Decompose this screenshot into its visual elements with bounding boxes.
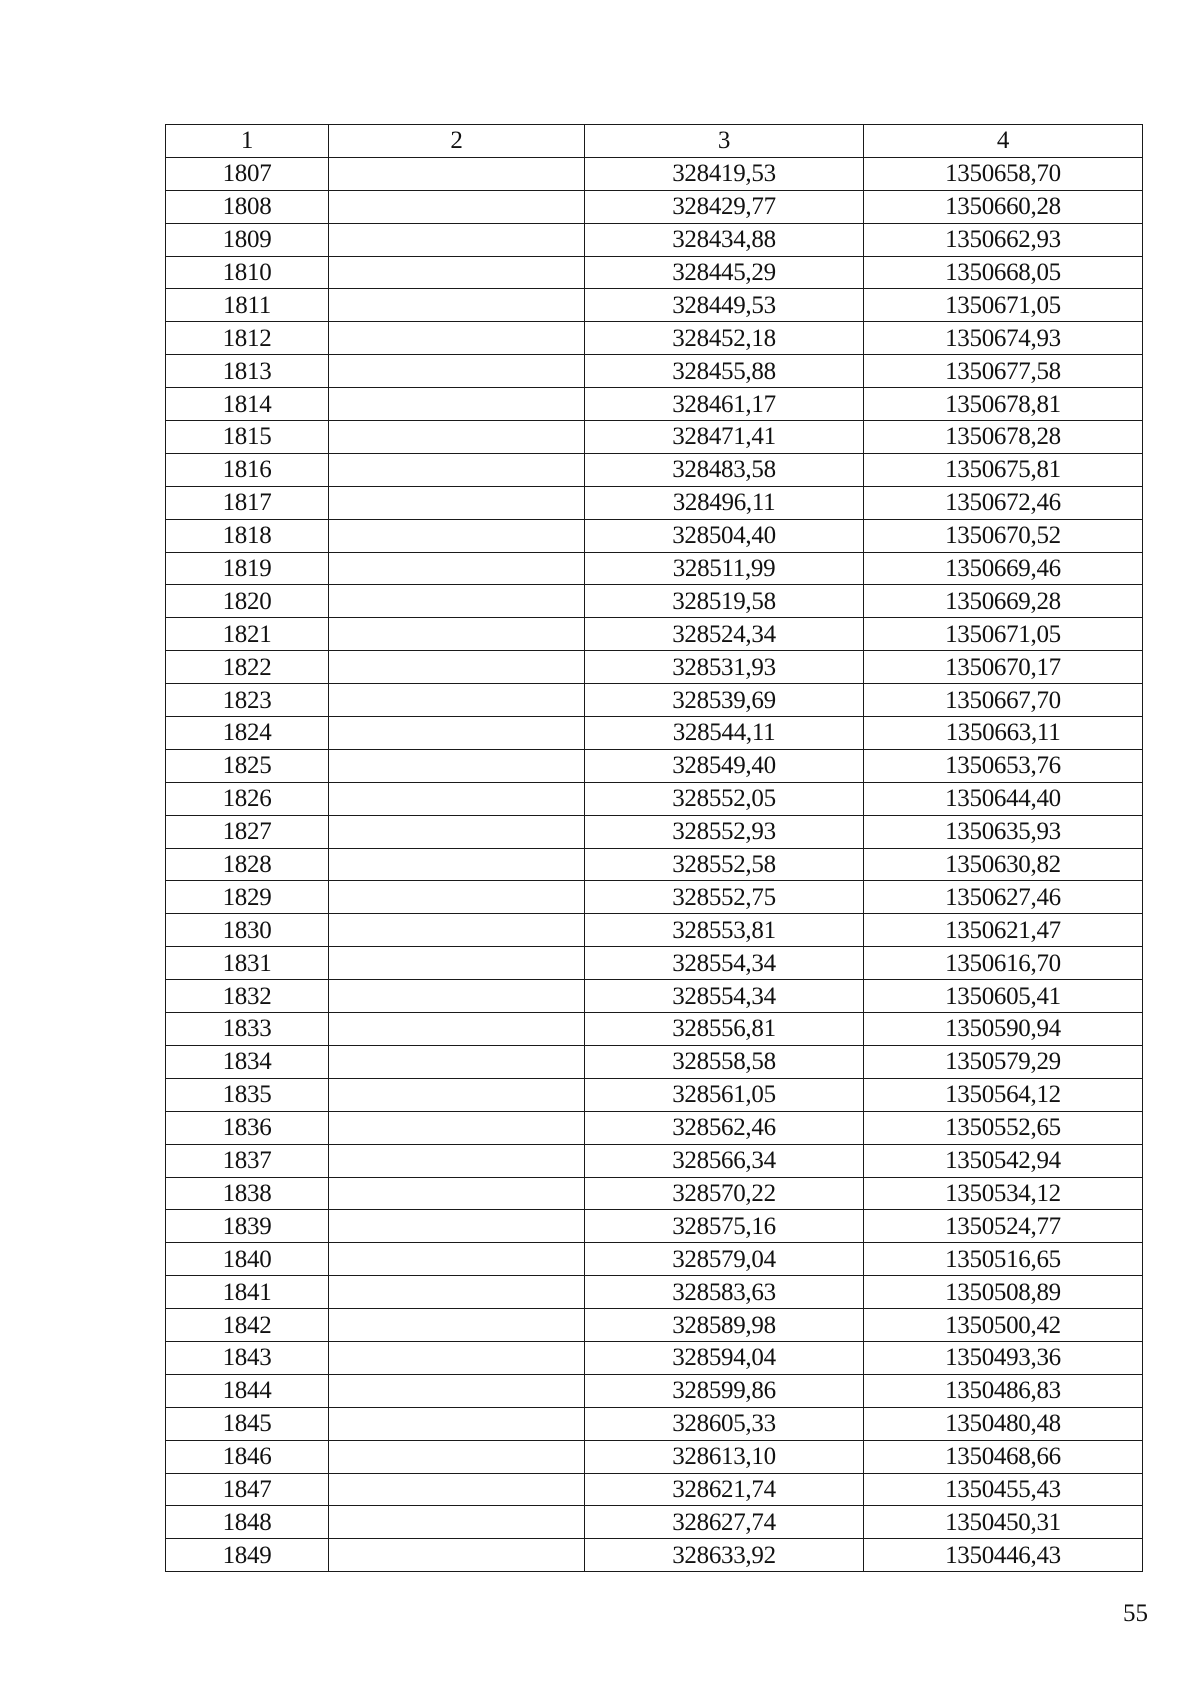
- description-cell: [329, 1013, 585, 1046]
- table-row: [166, 1539, 1143, 1572]
- y-coordinate-cell: 1350564,12: [864, 1078, 1143, 1111]
- point-number-cell: 1815: [166, 421, 329, 454]
- table-body: [166, 157, 1143, 1571]
- point-number-cell: 1846: [166, 1440, 329, 1473]
- header-cell-3: 3: [585, 125, 864, 158]
- table-row: [166, 1144, 1143, 1177]
- description-cell: [329, 1144, 585, 1177]
- description-cell: [329, 947, 585, 980]
- table-row: [166, 1374, 1143, 1407]
- description-cell: [329, 1309, 585, 1342]
- description-cell: [329, 421, 585, 454]
- x-coordinate-cell: 328419,53: [585, 157, 864, 190]
- description-cell: [329, 256, 585, 289]
- point-number-cell: 1821: [166, 618, 329, 651]
- x-coordinate-cell: 328504,40: [585, 519, 864, 552]
- description-cell: [329, 1243, 585, 1276]
- x-coordinate-cell: 328561,05: [585, 1078, 864, 1111]
- x-coordinate-cell: 328429,77: [585, 190, 864, 223]
- x-coordinate-cell: 328552,75: [585, 881, 864, 914]
- description-cell: [329, 157, 585, 190]
- y-coordinate-cell: 1350675,81: [864, 453, 1143, 486]
- y-coordinate-cell: 1350670,52: [864, 519, 1143, 552]
- table-row: [166, 618, 1143, 651]
- x-coordinate-cell: 328621,74: [585, 1473, 864, 1506]
- description-cell: [329, 223, 585, 256]
- point-number-cell: 1818: [166, 519, 329, 552]
- y-coordinate-cell: 1350446,43: [864, 1539, 1143, 1572]
- point-number-cell: 1817: [166, 486, 329, 519]
- y-coordinate-cell: 1350635,93: [864, 815, 1143, 848]
- description-cell: [329, 782, 585, 815]
- description-cell: [329, 1276, 585, 1309]
- table-row: [166, 684, 1143, 717]
- description-cell: [329, 190, 585, 223]
- description-cell: [329, 881, 585, 914]
- description-cell: [329, 1111, 585, 1144]
- description-cell: [329, 355, 585, 388]
- table-row: [166, 1177, 1143, 1210]
- table-row: [166, 585, 1143, 618]
- y-coordinate-cell: 1350590,94: [864, 1013, 1143, 1046]
- description-cell: [329, 980, 585, 1013]
- x-coordinate-cell: 328570,22: [585, 1177, 864, 1210]
- table-row: [166, 717, 1143, 750]
- x-coordinate-cell: 328519,58: [585, 585, 864, 618]
- y-coordinate-cell: 1350500,42: [864, 1309, 1143, 1342]
- x-coordinate-cell: 328589,98: [585, 1309, 864, 1342]
- x-coordinate-cell: 328511,99: [585, 552, 864, 585]
- y-coordinate-cell: 1350508,89: [864, 1276, 1143, 1309]
- table-row: [166, 881, 1143, 914]
- x-coordinate-cell: 328633,92: [585, 1539, 864, 1572]
- point-number-cell: 1813: [166, 355, 329, 388]
- table-row: [166, 1210, 1143, 1243]
- description-cell: [329, 1506, 585, 1539]
- point-number-cell: 1811: [166, 289, 329, 322]
- x-coordinate-cell: 328627,74: [585, 1506, 864, 1539]
- x-coordinate-cell: 328549,40: [585, 749, 864, 782]
- description-cell: [329, 1539, 585, 1572]
- description-cell: [329, 618, 585, 651]
- point-number-cell: 1814: [166, 388, 329, 421]
- description-cell: [329, 486, 585, 519]
- y-coordinate-cell: 1350671,05: [864, 618, 1143, 651]
- description-cell: [329, 1210, 585, 1243]
- header-cell-1: 1: [166, 125, 329, 158]
- y-coordinate-cell: 1350627,46: [864, 881, 1143, 914]
- point-number-cell: 1845: [166, 1407, 329, 1440]
- description-cell: [329, 1407, 585, 1440]
- y-coordinate-cell: 1350660,28: [864, 190, 1143, 223]
- description-cell: [329, 585, 585, 618]
- x-coordinate-cell: 328455,88: [585, 355, 864, 388]
- x-coordinate-cell: 328562,46: [585, 1111, 864, 1144]
- x-coordinate-cell: 328552,93: [585, 815, 864, 848]
- table-row: [166, 1473, 1143, 1506]
- table-row: [166, 355, 1143, 388]
- table-row: [166, 223, 1143, 256]
- y-coordinate-cell: 1350542,94: [864, 1144, 1143, 1177]
- table-row: [166, 552, 1143, 585]
- x-coordinate-cell: 328445,29: [585, 256, 864, 289]
- table-row: [166, 749, 1143, 782]
- y-coordinate-cell: 1350677,58: [864, 355, 1143, 388]
- x-coordinate-cell: 328558,58: [585, 1045, 864, 1078]
- table-row: [166, 1341, 1143, 1374]
- point-number-cell: 1837: [166, 1144, 329, 1177]
- point-number-cell: 1809: [166, 223, 329, 256]
- table-row: [166, 651, 1143, 684]
- x-coordinate-cell: 328605,33: [585, 1407, 864, 1440]
- x-coordinate-cell: 328594,04: [585, 1341, 864, 1374]
- header-cell-4: 4: [864, 125, 1143, 158]
- header-cell-2: 2: [329, 125, 585, 158]
- y-coordinate-cell: 1350516,65: [864, 1243, 1143, 1276]
- y-coordinate-cell: 1350667,70: [864, 684, 1143, 717]
- y-coordinate-cell: 1350678,81: [864, 388, 1143, 421]
- point-number-cell: 1827: [166, 815, 329, 848]
- x-coordinate-cell: 328554,34: [585, 980, 864, 1013]
- y-coordinate-cell: 1350644,40: [864, 782, 1143, 815]
- point-number-cell: 1830: [166, 914, 329, 947]
- point-number-cell: 1849: [166, 1539, 329, 1572]
- point-number-cell: 1839: [166, 1210, 329, 1243]
- y-coordinate-cell: 1350653,76: [864, 749, 1143, 782]
- x-coordinate-cell: 328544,11: [585, 717, 864, 750]
- table-row: [166, 256, 1143, 289]
- table-row: [166, 388, 1143, 421]
- table-row: [166, 289, 1143, 322]
- y-coordinate-cell: 1350493,36: [864, 1341, 1143, 1374]
- y-coordinate-cell: 1350450,31: [864, 1506, 1143, 1539]
- x-coordinate-cell: 328599,86: [585, 1374, 864, 1407]
- table-row: [166, 486, 1143, 519]
- table-row: [166, 1045, 1143, 1078]
- y-coordinate-cell: 1350668,05: [864, 256, 1143, 289]
- point-number-cell: 1828: [166, 848, 329, 881]
- x-coordinate-cell: 328524,34: [585, 618, 864, 651]
- point-number-cell: 1829: [166, 881, 329, 914]
- point-number-cell: 1826: [166, 782, 329, 815]
- point-number-cell: 1842: [166, 1309, 329, 1342]
- description-cell: [329, 1078, 585, 1111]
- x-coordinate-cell: 328471,41: [585, 421, 864, 454]
- table-row: [166, 453, 1143, 486]
- point-number-cell: 1840: [166, 1243, 329, 1276]
- x-coordinate-cell: 328583,63: [585, 1276, 864, 1309]
- y-coordinate-cell: 1350605,41: [864, 980, 1143, 1013]
- y-coordinate-cell: 1350663,11: [864, 717, 1143, 750]
- table-row: [166, 1078, 1143, 1111]
- table-row: [166, 980, 1143, 1013]
- point-number-cell: 1843: [166, 1341, 329, 1374]
- description-cell: [329, 848, 585, 881]
- point-number-cell: 1820: [166, 585, 329, 618]
- x-coordinate-cell: 328552,05: [585, 782, 864, 815]
- description-cell: [329, 651, 585, 684]
- y-coordinate-cell: 1350621,47: [864, 914, 1143, 947]
- y-coordinate-cell: 1350678,28: [864, 421, 1143, 454]
- point-number-cell: 1833: [166, 1013, 329, 1046]
- y-coordinate-cell: 1350552,65: [864, 1111, 1143, 1144]
- y-coordinate-cell: 1350486,83: [864, 1374, 1143, 1407]
- y-coordinate-cell: 1350658,70: [864, 157, 1143, 190]
- x-coordinate-cell: 328434,88: [585, 223, 864, 256]
- point-number-cell: 1816: [166, 453, 329, 486]
- point-number-cell: 1832: [166, 980, 329, 1013]
- x-coordinate-cell: 328556,81: [585, 1013, 864, 1046]
- point-number-cell: 1844: [166, 1374, 329, 1407]
- point-number-cell: 1825: [166, 749, 329, 782]
- point-number-cell: 1831: [166, 947, 329, 980]
- x-coordinate-cell: 328496,11: [585, 486, 864, 519]
- table-row: [166, 848, 1143, 881]
- table-row: [166, 1407, 1143, 1440]
- description-cell: [329, 684, 585, 717]
- point-number-cell: 1808: [166, 190, 329, 223]
- description-cell: [329, 1045, 585, 1078]
- table-row: [166, 815, 1143, 848]
- x-coordinate-cell: 328575,16: [585, 1210, 864, 1243]
- description-cell: [329, 289, 585, 322]
- point-number-cell: 1824: [166, 717, 329, 750]
- table-row: [166, 782, 1143, 815]
- description-cell: [329, 1473, 585, 1506]
- description-cell: [329, 1177, 585, 1210]
- y-coordinate-cell: 1350480,48: [864, 1407, 1143, 1440]
- description-cell: [329, 519, 585, 552]
- table-header-row: [166, 125, 1143, 158]
- description-cell: [329, 453, 585, 486]
- x-coordinate-cell: 328452,18: [585, 322, 864, 355]
- y-coordinate-cell: 1350669,46: [864, 552, 1143, 585]
- y-coordinate-cell: 1350672,46: [864, 486, 1143, 519]
- y-coordinate-cell: 1350671,05: [864, 289, 1143, 322]
- point-number-cell: 1822: [166, 651, 329, 684]
- y-coordinate-cell: 1350455,43: [864, 1473, 1143, 1506]
- y-coordinate-cell: 1350534,12: [864, 1177, 1143, 1210]
- point-number-cell: 1823: [166, 684, 329, 717]
- point-number-cell: 1838: [166, 1177, 329, 1210]
- x-coordinate-cell: 328613,10: [585, 1440, 864, 1473]
- point-number-cell: 1819: [166, 552, 329, 585]
- table-row: [166, 1013, 1143, 1046]
- table-row: [166, 947, 1143, 980]
- x-coordinate-cell: 328566,34: [585, 1144, 864, 1177]
- table-row: [166, 914, 1143, 947]
- table-row: [166, 157, 1143, 190]
- x-coordinate-cell: 328579,04: [585, 1243, 864, 1276]
- x-coordinate-cell: 328461,17: [585, 388, 864, 421]
- table-row: [166, 519, 1143, 552]
- coordinates-table: [165, 124, 1143, 1572]
- description-cell: [329, 552, 585, 585]
- table-row: [166, 1506, 1143, 1539]
- x-coordinate-cell: 328552,58: [585, 848, 864, 881]
- table-row: [166, 1276, 1143, 1309]
- y-coordinate-cell: 1350630,82: [864, 848, 1143, 881]
- x-coordinate-cell: 328539,69: [585, 684, 864, 717]
- point-number-cell: 1835: [166, 1078, 329, 1111]
- description-cell: [329, 717, 585, 750]
- page-number: 55: [1123, 1600, 1148, 1627]
- y-coordinate-cell: 1350579,29: [864, 1045, 1143, 1078]
- point-number-cell: 1848: [166, 1506, 329, 1539]
- description-cell: [329, 815, 585, 848]
- table-row: [166, 1440, 1143, 1473]
- table-row: [166, 190, 1143, 223]
- x-coordinate-cell: 328554,34: [585, 947, 864, 980]
- table-row: [166, 322, 1143, 355]
- point-number-cell: 1810: [166, 256, 329, 289]
- description-cell: [329, 388, 585, 421]
- point-number-cell: 1847: [166, 1473, 329, 1506]
- y-coordinate-cell: 1350616,70: [864, 947, 1143, 980]
- point-number-cell: 1836: [166, 1111, 329, 1144]
- point-number-cell: 1841: [166, 1276, 329, 1309]
- description-cell: [329, 1341, 585, 1374]
- x-coordinate-cell: 328449,53: [585, 289, 864, 322]
- point-number-cell: 1834: [166, 1045, 329, 1078]
- x-coordinate-cell: 328531,93: [585, 651, 864, 684]
- point-number-cell: 1812: [166, 322, 329, 355]
- table-row: [166, 421, 1143, 454]
- table-row: [166, 1309, 1143, 1342]
- y-coordinate-cell: 1350669,28: [864, 585, 1143, 618]
- y-coordinate-cell: 1350662,93: [864, 223, 1143, 256]
- description-cell: [329, 322, 585, 355]
- x-coordinate-cell: 328483,58: [585, 453, 864, 486]
- point-number-cell: 1807: [166, 157, 329, 190]
- y-coordinate-cell: 1350524,77: [864, 1210, 1143, 1243]
- description-cell: [329, 749, 585, 782]
- table-row: [166, 1111, 1143, 1144]
- y-coordinate-cell: 1350468,66: [864, 1440, 1143, 1473]
- x-coordinate-cell: 328553,81: [585, 914, 864, 947]
- description-cell: [329, 914, 585, 947]
- y-coordinate-cell: 1350670,17: [864, 651, 1143, 684]
- y-coordinate-cell: 1350674,93: [864, 322, 1143, 355]
- table-row: [166, 1243, 1143, 1276]
- description-cell: [329, 1374, 585, 1407]
- description-cell: [329, 1440, 585, 1473]
